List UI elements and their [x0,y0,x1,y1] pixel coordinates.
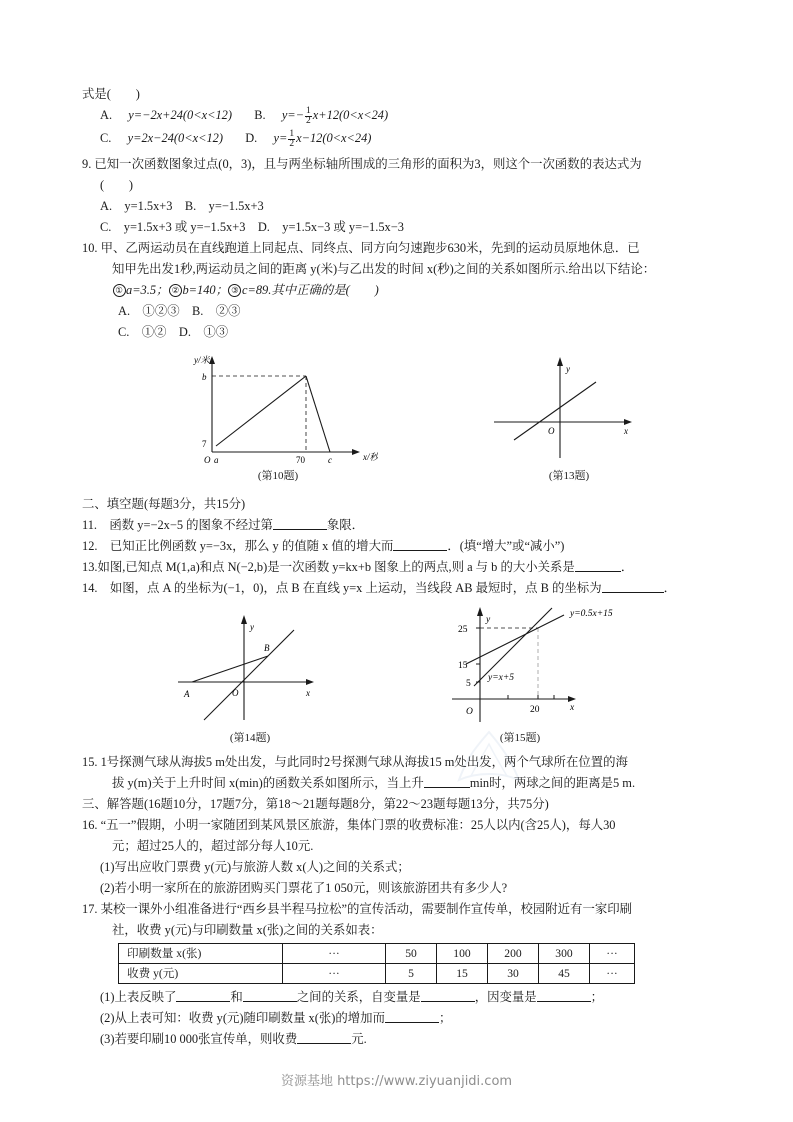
q8-option-c-expr: y=2x−24(0<x<12) [127,130,223,145]
figure-q10-caption: (第10题) [257,469,299,482]
q10-stem-line2: 知甲先出发1秒,两运动员之间的距离 y(米)与乙出发的时间 x(秒)之间的关系如图所示.给出以下结论： [112,261,656,276]
q10-stem-line1 [82,238,712,258]
q9-stem-text: 已知一次函数图象过点(0，3)，且与两坐标轴所围成的三角形的面积为3，则这个一次函数的表达式为 [94,156,642,171]
q13-tail: ． [620,559,634,574]
q17-sub1-b: 和 [230,989,243,1004]
q12-answer-blank[interactable] [393,539,447,551]
figure-q15-line2-label: y=x+5 [488,672,515,683]
q14 [82,578,712,598]
q15-line1 [82,752,712,772]
q8-option-c-label: C. [100,130,112,145]
figure-q15-graph [430,602,700,728]
q12-text: 12. 已知正比例函数 y=−3x，那么 y 的值随 x 值的增大而 [82,538,394,553]
figure-q10-xlabel: x/秒 [363,451,378,462]
figure-q10-tick-70: 70 [296,454,305,465]
q17-sub2 [82,1008,712,1028]
q10-options-cd: C. ①② D. ①③ [118,324,229,339]
page-content [82,84,712,1050]
table-row [119,943,635,963]
q13 [82,557,712,577]
figure-q14-graph [160,606,340,728]
figure-q14-point-a: A [184,688,190,699]
figure-q13-graph [474,350,664,466]
figure-q10-value-7: 7 [202,438,207,449]
figure-q14 [160,606,340,745]
q17-line2: 社，收费 y(元)与印刷数量 x(张)之间的关系如表： [112,922,383,937]
figure-q14-caption: (第14题) [229,731,271,744]
fraction-denominator: 2 [306,116,311,127]
q8-option-d-label: D. [245,130,258,145]
figure-q13-ylabel: y [566,363,570,374]
q13-answer-blank[interactable] [575,560,621,572]
q17-sub1-blank-4[interactable] [537,990,591,1002]
figure-q15-xtick-20: 20 [530,704,540,715]
q17-sub1-e: ； [590,989,604,1004]
q10-conclusion-a: a=3.5； [126,282,169,297]
q8-option-b-expr-pre: y=− [281,108,305,122]
q10-conclusions [82,280,712,300]
q9-options-ab: A. y=1.5x+3 B. y=−1.5x+3 [100,198,264,213]
table-cell: ··· [590,963,635,983]
q10-conclusion-c: c=89.其中正确的是( ) [241,282,379,297]
figure-q10-graph [178,350,378,466]
figure-q15-ytick-15: 15 [458,660,468,671]
q17-number: 17. [82,901,98,916]
q11-answer-blank[interactable] [273,518,327,530]
q8-option-d-expr-post: x−12(0<x<24) [296,130,372,145]
q15-text2-post: min时，两球之间的距离是5 m. [469,775,636,790]
q17-sub3-blank[interactable] [297,1032,351,1044]
figure-q14-origin: O [232,687,239,698]
figure-row-bottom [82,600,712,752]
table-cell: 30 [488,963,539,983]
figure-q15 [430,602,700,745]
figure-q15-ylabel: y [486,614,491,625]
figure-q15-xlabel: x [570,702,575,713]
q17-sub2-blank[interactable] [385,1011,439,1023]
q17-sub1-blank-2[interactable] [243,990,297,1002]
q17-sub3 [82,1029,712,1049]
q17-sub1-d: ，因变量是 [474,989,537,1004]
section3-heading: 三、解答题(16题10分，17题7分，第18～21题每题8分，第22～23题每题13分，共75分) [82,796,549,811]
figure-q15-caption: (第15题) [499,731,541,744]
q13-text: 13.如图,已知点 M(1,a)和点 N(−2,b)是一次函数 y=kx+b 图象上的两点,则 a 与 b 的大小关系是 [82,559,575,574]
fraction-numerator: 1 [289,128,295,139]
q10-conclusion-b: b=140； [182,282,228,297]
page-footer: 资源基地 https://www.ziyuanjidi.com [280,1074,513,1089]
q17-line1 [82,899,712,919]
q12 [82,536,712,556]
q10-stem-text1: 甲、乙两运动员在直线跑道上同起点、同终点、同方向匀速跑步630米，先到的运动员原地休息．已 [100,240,640,255]
q10-options-ab: A. ①②③ B. ②③ [118,303,241,318]
figure-q14-xlabel: x [306,687,310,698]
q17-sub1-c: 之间的关系，自变量是 [296,989,421,1004]
table-cell: 100 [437,943,488,963]
figure-q13-caption: (第13题) [548,469,590,482]
figure-q13 [474,350,664,483]
figure-q10-tick-c: c [328,454,332,465]
q8-option-d-expr-pre: y= [273,130,288,145]
figure-q14-point-b: B [264,642,270,653]
q11 [82,515,712,535]
q9-stem-cont: ( ) [100,177,134,192]
fraction-numerator: 1 [306,105,311,116]
circled-two-icon: ② [169,284,182,297]
table-row2-label: 收费 y(元) [119,963,283,983]
q15-number: 15. [82,754,98,769]
circled-one-icon: ① [113,284,126,297]
figure-q14-ylabel: y [250,621,254,632]
q15-text2-pre: 拔 y(m)关于上升时间 x(min)的函数关系如图所示，当上升 [112,775,424,790]
table-row1-label: 印刷数量 x(张) [119,943,283,963]
table-cell: 45 [539,963,590,983]
q11-text: 11. 函数 y=−2x−5 的图象不经过第 [82,517,273,532]
figure-q10-value-b: b [202,371,207,382]
figure-q15-ytick-25: 25 [458,624,468,635]
q17-sub2-a: (2)从上表可知：收费 y(元)随印刷数量 x(张)的增加而 [100,1010,385,1025]
q17-sub1-a: (1)上表反映了 [100,989,177,1004]
q17-sub2-b: ； [438,1010,452,1025]
table-cell: ··· [590,943,635,963]
figure-q10-origin: O [204,454,211,465]
q16-text1: “五一”假期，小明一家随团到某风景区旅游，集体门票的收费标准：25人以内(含25人)，每人30 [100,817,616,832]
q12-tail: ．(填“增大”或“减小”) [447,538,565,553]
q17-sub3-b: 元. [351,1031,367,1046]
figure-q13-origin: O [548,425,555,436]
figure-q15-line1-label: y=0.5x+15 [570,608,613,619]
q8-options-ab [82,105,712,127]
q8-option-b-label: B. [254,108,266,122]
q8-stem-tail: 式是( ) [82,87,140,101]
q14-text: 14. 如图，点 A 的坐标为(−1，0)，点 B 在直线 y=x 上运动，当线段 AB 最短时，点 B 的坐标为 [82,580,602,595]
q8-option-d-fraction [288,130,295,150]
q17-sub1-blank-3[interactable] [421,990,475,1002]
q9-stem [82,154,712,174]
q14-answer-blank[interactable] [602,581,664,593]
q17-sub1 [82,987,712,1007]
q15-text1: 1号探测气球从海拔5 m处出发，与此同时2号探测气球从海拔15 m处出发，两个气球所在位置的海 [100,754,628,769]
fraction-denominator: 2 [289,139,295,150]
section2-heading: 二、填空题(每题3分，共15分) [82,496,246,511]
table-cell: 50 [386,943,437,963]
figure-q10-tick-a: a [214,454,219,465]
q14-tail: ． [663,580,676,595]
q10-number: 10. [82,240,98,255]
table-cell: 15 [437,963,488,983]
q8-option-a-label: A. [100,108,113,122]
figure-q15-ytick-5: 5 [466,678,471,689]
q17-sub1-blank-1[interactable] [176,990,230,1002]
table-row [119,963,635,983]
q17-text1: 某校一课外小组准备进行“西乡县半程马拉松”的宣传活动，需要制作宣传单，校园附近有一家印刷 [100,901,633,916]
q16-sub2: (2)若小明一家所在的旅游团购买门票花了1 050元，则该旅游团共有多少人? [100,880,508,895]
table-cell: ··· [283,943,386,963]
q9-number: 9. [82,156,92,171]
table-cell: 300 [539,943,590,963]
table-cell: 200 [488,943,539,963]
q15-line2 [82,773,712,793]
q15-answer-blank[interactable] [424,776,470,788]
q8-option-a-expr: y=−2x+24(0<x<12) [128,108,232,122]
table-cell: 5 [386,963,437,983]
q8-option-b-expr-post: x+12(0<x<24) [312,108,389,122]
q16-line2: 元；超过25人的，超过部分每人10元. [112,838,314,853]
q16-sub1: (1)写出应收门票费 y(元)与旅游人数 x(人)之间的关系式； [100,859,410,874]
q17-sub3-a: (3)若要印刷10 000张宣传单，则收费 [100,1031,298,1046]
q16-number: 16. [82,817,98,832]
figure-q15-origin: O [466,706,473,717]
q9-options-cd: C. y=1.5x+3 或 y=−1.5x+3 D. y=1.5x−3 或 y=−1.5x−3 [100,219,404,234]
figure-q10-ylabel: y/米 [194,354,210,365]
figure-row-top [82,346,712,494]
q8-option-b-fraction [305,107,312,127]
q16-line1 [82,815,712,835]
q17-table [118,943,635,984]
circled-three-icon: ③ [228,284,241,297]
figure-q13-xlabel: x [624,425,628,436]
q8-options-cd [82,128,712,150]
q11-tail: 象限． [326,517,365,532]
table-cell: ··· [283,963,386,983]
figure-q10 [178,350,378,483]
